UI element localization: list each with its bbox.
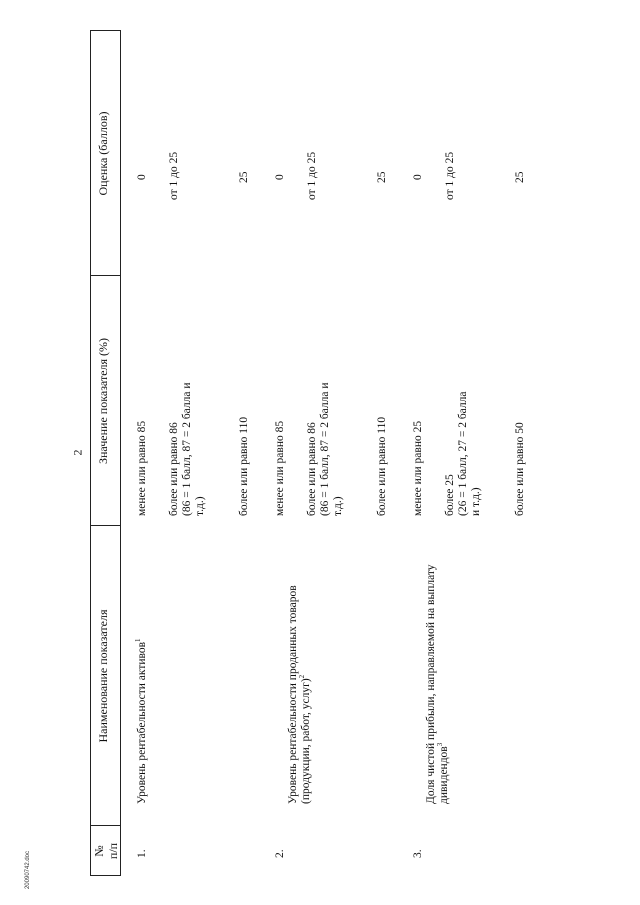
row-3-num: 3. <box>412 849 424 858</box>
document-filename: 20090742.doc <box>25 850 31 890</box>
row-2-score-2: от 1 до 25 <box>306 151 318 200</box>
indicators-table <box>90 30 540 876</box>
row-2-score-1: 0 <box>274 174 286 180</box>
row-1-name: Уровень рентабельности активов$^1$ <box>134 638 148 804</box>
header-score: Оценка (баллов) <box>96 111 110 196</box>
row-1-value-3: более или равно 110 <box>238 416 250 516</box>
row-3-score-1: 0 <box>412 174 424 180</box>
row-1-value-1: менее или равно 85 <box>136 420 148 516</box>
row-1-num: 1. <box>136 849 148 858</box>
row-3-footnote: 3 <box>436 742 445 747</box>
row-2-num: 2. <box>274 849 286 858</box>
row-2-name: Уровень рентабельности проданных товаров (продукции, работ, услуг)$^2$ <box>287 585 312 804</box>
row-2-value-2: более или равно 86 (86 = 1 балл, 87 = 2 балла и т.д.) <box>306 382 344 516</box>
row-2-footnote: 2 <box>298 674 307 679</box>
row-2-value-3: более или равно 110 <box>376 416 388 516</box>
row-1-score-2: от 1 до 25 <box>168 151 180 200</box>
row-3-score-2: от 1 до 25 <box>444 151 456 200</box>
row-1-value-2: более или равно 86 (86 = 1 балл, 87 = 2 балла и т.д.) <box>168 382 206 516</box>
row-2-score-3: 25 <box>376 171 388 183</box>
row-3-value-2: более 25 (26 = 1 балл, 27 = 2 балла и т.д.) <box>444 391 482 516</box>
header-num: № п/п <box>92 842 120 860</box>
header-name: Наименование показателя <box>96 609 110 743</box>
row-1-footnote: 1 <box>134 638 143 642</box>
row-1-score-3: 25 <box>238 171 250 183</box>
row-1-score-1: 0 <box>136 174 148 180</box>
row-3-value-3: более или равно 50 <box>514 422 526 516</box>
row-3-value-1: менее или равно 25 <box>412 420 424 516</box>
row-2-value-1: менее или равно 85 <box>274 420 286 516</box>
row-3-score-3: 25 <box>514 171 526 183</box>
header-value: Значение показателя (%) <box>96 337 110 465</box>
row-3-name: Доля чистой прибыли, направляемой на выплату дивидендов$^3$ <box>425 564 450 804</box>
page-number: 2 <box>70 449 85 456</box>
